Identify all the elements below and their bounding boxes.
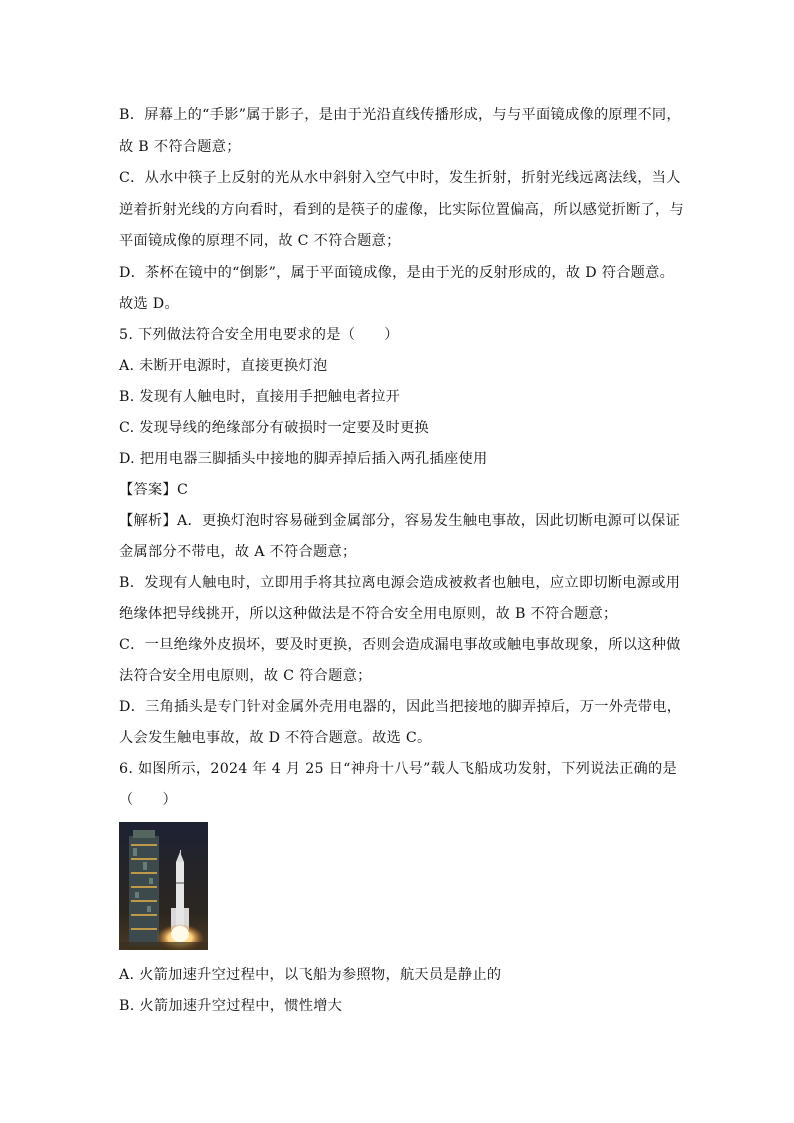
analysis-line: 【解析】A．更换灯泡时容易碰到金属部分，容易发生触电事故，因此切断电源可以保证 xyxy=(119,513,681,529)
answer-line: 【答案】C xyxy=(119,482,189,498)
question-5-stem: 5. 下列做法符合安全用电要求的是（ ） xyxy=(119,327,399,343)
text-line: 故选 D。 xyxy=(119,296,179,312)
text-line: 故 B 不符合题意； xyxy=(119,139,241,155)
question-5-option-a: A. 未断开电源时，直接更换灯泡 xyxy=(119,358,328,374)
text-line: C．一旦绝缘外皮损坏，要及时更换，否则会造成漏电事故或触电事故现象，所以这种做 xyxy=(119,637,681,653)
text-line: 人会发生触电事故，故 D 不符合题意。故选 C。 xyxy=(119,730,432,746)
question-5-option-c: C. 发现导线的绝缘部分有破损时一定要及时更换 xyxy=(119,420,430,436)
question-6-blank: （ ） xyxy=(119,792,177,808)
question-6-option-a: A. 火箭加速升空过程中，以飞船为参照物，航天员是静止的 xyxy=(119,967,502,983)
text-line: D．茶杯在镜中的“倒影”，属于平面镜成像，是由于光的反射形成的，故 D 符合题意。 xyxy=(119,265,675,281)
question-6-option-b: B. 火箭加速升空过程中，惯性增大 xyxy=(119,998,343,1014)
text-line: C．从水中筷子上反射的光从水中斜射入空气中时，发生折射，折射光线远离法线，当人 xyxy=(119,170,681,186)
rocket-launch-photo xyxy=(119,822,208,950)
text-line: 逆着折射光线的方向看时，看到的是筷子的虚像，比实际位置偏高，所以感觉折断了，与 xyxy=(119,202,685,218)
text-line: 金属部分不带电，故 A 不符合题意； xyxy=(119,544,357,560)
text-line: B．发现有人触电时，立即用手将其拉离电源会造成被救者也触电，应立即切断电源或用 xyxy=(119,575,681,591)
text-line: 法符合安全用电原则，故 C 符合题意； xyxy=(119,668,372,684)
text-line: B．屏幕上的“手影”属于影子，是由于光沿直线传播形成，与与平面镜成像的原理不同， xyxy=(119,107,681,123)
text-line: 平面镜成像的原理不同，故 C 不符合题意； xyxy=(119,233,401,249)
text-line: D．三角插头是专门针对金属外壳用电器的，因此当把接地的脚弄掉后，万一外壳带电， xyxy=(119,699,682,715)
text-line: 绝缘体把导线挑开，所以这种做法是不符合安全用电原则，故 B 不符合题意； xyxy=(119,606,618,622)
question-6-stem: 6. 如图所示，2024 年 4 月 25 日“神舟十八号”载人飞船成功发射，下列说法正确的是 xyxy=(119,761,678,777)
question-5-option-b: B. 发现有人触电时，直接用手把触电者拉开 xyxy=(119,389,401,405)
question-5-option-d: D. 把用电器三脚插头中接地的脚弄掉后插入两孔插座使用 xyxy=(119,451,488,467)
